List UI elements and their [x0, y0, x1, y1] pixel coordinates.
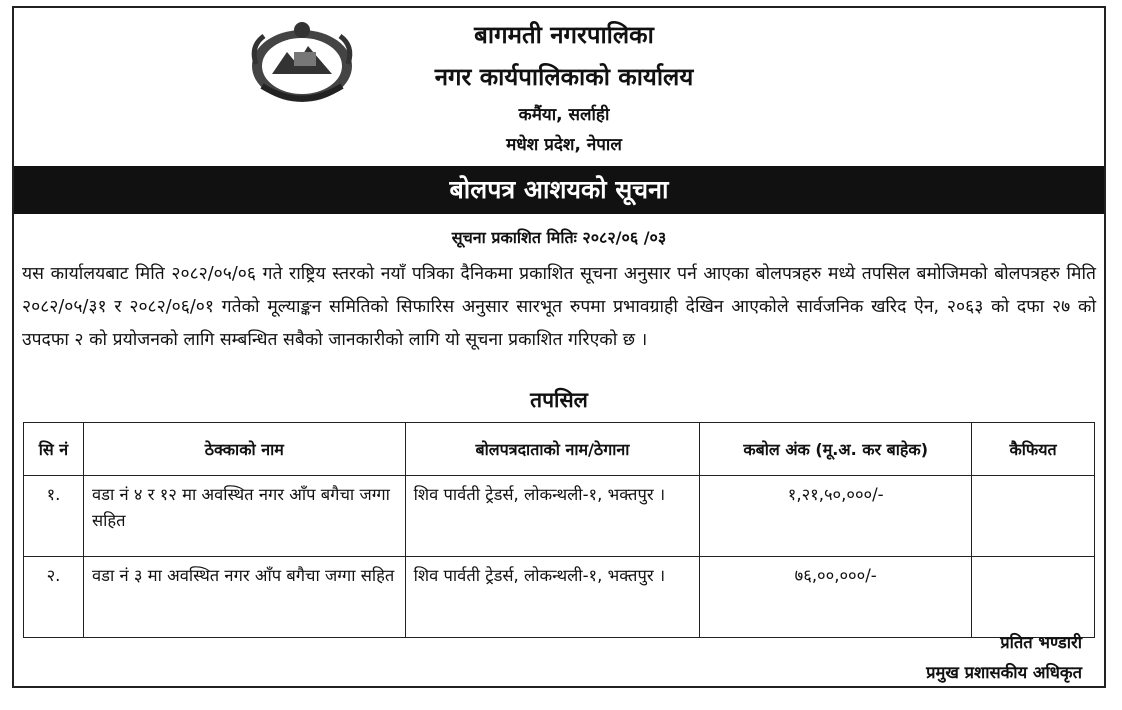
table-heading: तपसिल — [530, 388, 588, 412]
municipality-name: बागमती नगरपालिका — [474, 21, 654, 49]
signatory-name: प्रतित भण्डारी — [1000, 633, 1082, 652]
office-location: कमैंया, सर्लाही — [518, 105, 610, 125]
row-bidder: शिव पार्वती ट्रेडर्स, लोकन्थली-१, भक्तपुर । — [405, 557, 700, 638]
office-province: मधेश प्रदेश, नेपाल — [506, 135, 622, 155]
signatory-title: प्रमुख प्रशासकीय अधिकृत — [926, 663, 1082, 682]
row-amount: १,२१,५०,०००/- — [700, 476, 972, 557]
col-header-contract: ठेक्काको नाम — [83, 423, 405, 476]
notice-body: यस कार्यालयबाट मिति २०८२/०५/०६ गते राष्ट्रिय स्तरको नयाँ पत्रिका दैनिकमा प्रकाशित सूचना अनुसार पर्न आएका बोलपत्रहरु मध्ये तपसिल बमोजिमको बोलपत्रहरु मिति २०८२/०५/३१ र २०८२/०६/०१ गतेको मूल्याङ्कन समितिको सिफारिस अनुसार सारभूत रुपमा प्रभावग्राही देखिन आएकोले सार्वजनिक खरिद ऐन, २०६३ को दफा २७ को उपदफा २ को प्रयोजनको लागि सम्बन्धित सबैको जानकारीको लागि यो सूचना प्रकाशित गरिएको छ । — [22, 264, 1096, 350]
row-contract: वडा नं ३ मा अवस्थित नगर आँप बगैचा जग्गा सहित — [83, 557, 405, 638]
row-contract: वडा नं ४ र १२ मा अवस्थित नगर आँप बगैचा जग्गा सहित — [83, 476, 405, 557]
col-header-sn: सि नं — [24, 423, 84, 476]
notice-frame — [12, 6, 1106, 688]
row-sn: २. — [24, 557, 84, 638]
row-remarks — [972, 476, 1095, 557]
col-header-amount: कबोल अंक (मू.अ. कर बाहेक) — [700, 423, 972, 476]
row-remarks — [972, 557, 1095, 638]
col-header-remarks: कैफियत — [972, 423, 1095, 476]
row-amount: ७६,००,०००/- — [700, 557, 972, 638]
table-row — [24, 557, 1095, 638]
published-date: सूचना प्रकाशित मितिः २०८२/०६ /०३ — [451, 228, 667, 247]
col-header-bidder: बोलपत्रदाताको नाम/ठेगाना — [405, 423, 700, 476]
header — [14, 8, 1104, 164]
table-header-row — [24, 423, 1095, 476]
office-name: नगर कार्यपालिकाको कार्यालय — [434, 63, 694, 91]
row-sn: १. — [24, 476, 84, 557]
row-bidder: शिव पार्वती ट्रेडर्स, लोकन्थली-१, भक्तपुर । — [405, 476, 700, 557]
notice-title-banner: बोलपत्र आशयको सूचना — [14, 166, 1104, 214]
bid-table — [23, 422, 1095, 638]
table-row — [24, 476, 1095, 557]
signature-block — [926, 628, 1082, 688]
